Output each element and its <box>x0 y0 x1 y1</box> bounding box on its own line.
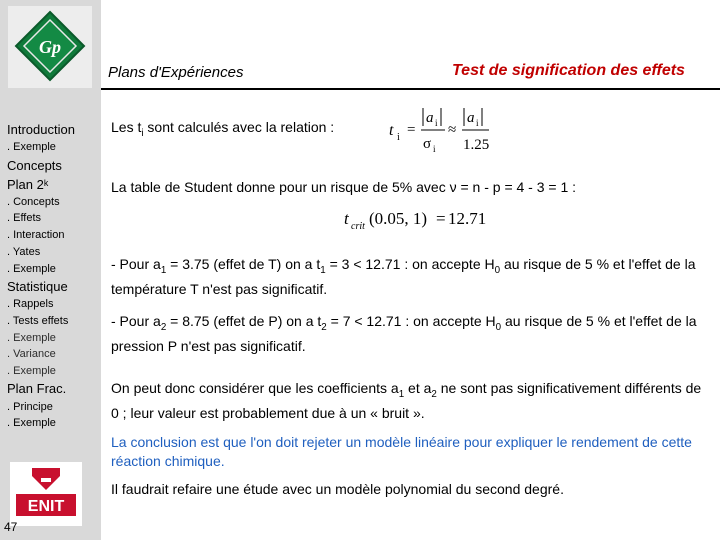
student-line: La table de Student donne pour un risque de 5% avec ν = n - p = 4 - 3 = 1 : <box>111 179 577 195</box>
sidebar-item-rappels[interactable]: . Rappels <box>7 298 54 310</box>
sidebar-item-concepts[interactable]: Concepts <box>7 158 62 173</box>
paragraph-conclusion-coefficients: On peut donc considérer que les coefficients $a_1$ et $a_2$ ne sont pas significativement différents de 0 ; leur valeur est probablement due à un « bruit ». <box>111 380 702 421</box>
svg-text:i: i <box>476 118 479 128</box>
sidebar-item-tests-effets[interactable]: . Tests effets <box>7 315 69 327</box>
paragraph-conclusion-model: La conclusion est que l'on doit rejeter un modèle linéaire pour expliquer le rendement de cette réaction chimique. <box>111 434 692 469</box>
svg-text:σ: σ <box>423 136 432 152</box>
enit-text: ENIT <box>27 498 65 515</box>
svg-text:i: i <box>397 132 400 143</box>
paragraph-recommendation: Il faudrait refaire une étude avec un modèle polynomial du second degré. <box>111 481 564 497</box>
sidebar-item-exemple-frac[interactable]: . Exemple <box>7 417 56 429</box>
svg-text:=: = <box>407 122 416 138</box>
formula-tcrit <box>342 202 492 234</box>
header-subtitle: Plans d'Expériences <box>108 64 244 81</box>
svg-text:=: = <box>436 209 446 228</box>
page-title: Test de signification des effets <box>452 62 685 79</box>
header-divider <box>101 88 720 90</box>
sidebar-item-plan-frac[interactable]: Plan Frac. <box>7 381 67 396</box>
sidebar-item-exemple-var[interactable]: . Exemple <box>7 365 56 377</box>
sidebar-item-interaction[interactable]: . Interaction <box>7 229 65 241</box>
svg-text:(0.05, 1): (0.05, 1) <box>369 209 428 228</box>
sidebar-item-exemple-2k[interactable]: . Exemple <box>7 263 56 275</box>
page-number: 47 <box>4 520 18 534</box>
sidebar-item-exemple[interactable]: . Exemple <box>7 141 56 153</box>
sidebar-item-introduction[interactable]: Introduction <box>7 122 75 137</box>
sidebar-item-statistique[interactable]: Statistique <box>7 279 68 294</box>
svg-text:i: i <box>433 144 436 154</box>
sidebar-item-concepts-sub[interactable]: . Concepts <box>7 196 60 208</box>
svg-text:1.25: 1.25 <box>463 137 490 153</box>
sidebar-item-yates[interactable]: . Yates <box>7 246 41 258</box>
sidebar-item-effets[interactable]: . Effets <box>7 212 42 224</box>
logo-text: Gp <box>39 37 61 57</box>
sidebar-item-principe[interactable]: . Principe <box>7 401 53 413</box>
paragraph-a2: - Pour $a_2 = 8.75$ (effet de P) on a $t_2 = 7 < 12.71$ : on accepte $H_0$ au risque de 5 % et l'effet de la pression P n'est pas significatif. <box>111 313 697 354</box>
svg-text:12.71: 12.71 <box>448 209 487 228</box>
gp-logo <box>8 6 92 88</box>
svg-text:a: a <box>467 110 475 126</box>
sidebar-item-exemple-stat[interactable]: . Exemple <box>7 332 56 344</box>
paragraph-a1: - Pour $a_1 = 3.75$ (effet de T) on a $t_1 = 3 < 12.71$ : on accepte $H_0$ au risque de 5 % et l'effet de la température T n'est pas significatif. <box>111 256 696 297</box>
svg-text:t: t <box>389 122 394 139</box>
enit-logo <box>10 462 82 526</box>
svg-text:t: t <box>344 209 349 228</box>
relation-line: Les $t_i$ sont calculés avec la relation : <box>111 119 335 139</box>
svg-text:i: i <box>435 118 438 128</box>
sidebar <box>0 0 101 540</box>
sidebar-item-variance[interactable]: . Variance <box>7 348 56 360</box>
svg-text:crit: crit <box>351 221 365 232</box>
svg-text:≈: ≈ <box>448 122 457 138</box>
sidebar-item-plan-2k[interactable]: Plan 2ᵏ <box>7 177 49 192</box>
formula-ti <box>385 102 495 156</box>
svg-text:a: a <box>426 110 434 126</box>
